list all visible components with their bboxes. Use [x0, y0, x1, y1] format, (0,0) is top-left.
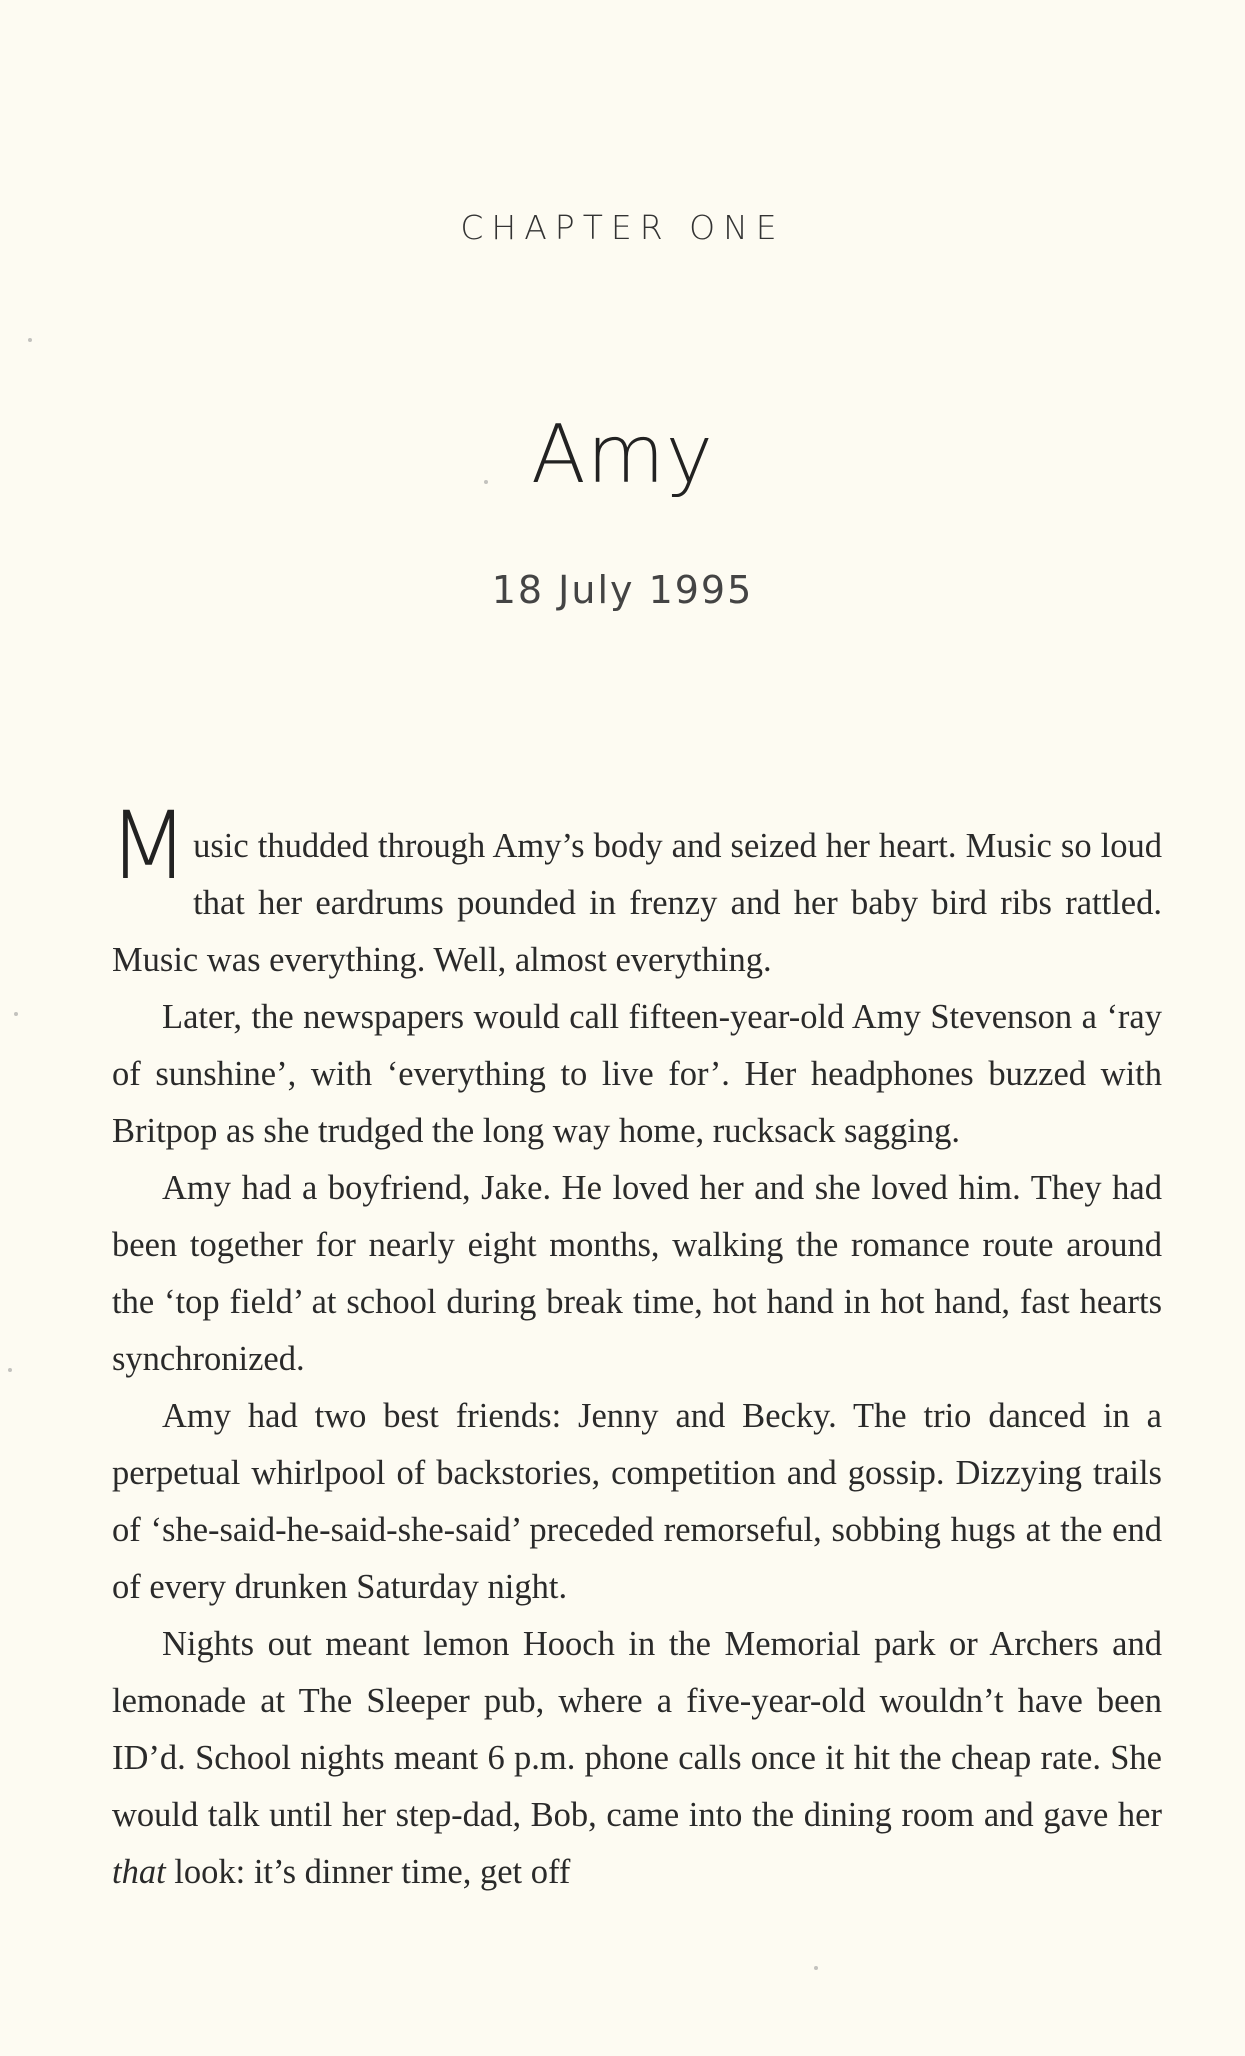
- paragraph-5-text-before: Nights out meant lemon Hooch in the Memorial park or Archers and lemonade at The Sleeper pub, where a five-year-old wouldn’t have been ID’d. School nights meant 6 p.m. phone calls once it hit the cheap rate. She would talk until her step-dad, Bob, came into the dining room and gave her: [112, 1625, 1162, 1834]
- paragraph-5-emphasis: that: [112, 1853, 166, 1891]
- body-text: [108, 792, 1162, 1901]
- paragraph-2: Later, the newspapers would call fifteen-year-old Amy Stevenson a ‘ray of sunshine’, with ‘everything to live for’. Her headphones buzzed with Britpop as she trudged the long way home, rucksack sagging.: [112, 998, 1162, 1150]
- paragraph-5-text-after: look: it’s dinner time, get off: [165, 1853, 571, 1891]
- chapter-date: 18 July 1995: [491, 568, 754, 612]
- scan-speck: [28, 338, 32, 342]
- paragraph-1-text: usic thudded through Amy’s body and seized her heart. Music so loud that her eardrums pounded in frenzy and her baby bird ribs rattled. Music was everything. Well, almost everything.: [112, 827, 1162, 979]
- paragraph-4: Amy had two best friends: Jenny and Becky. The trio danced in a perpetual whirlpool of backstories, competition and gossip. Dizzying trails of ‘she-said-he-said-she-said’ preceded remorseful, sobbing hugs at the end of every drunken Saturday night.: [112, 1397, 1162, 1606]
- paragraph-1: [108, 792, 1162, 989]
- scan-speck: [484, 480, 488, 484]
- scan-speck: [8, 1368, 12, 1372]
- paragraph-3: Amy had a boyfriend, Jake. He loved her and she loved him. They had been together for nearly eight months, walking the romance route around the ‘top field’ at school during break time, hot hand in hot hand, fast hearts synchronized.: [112, 1169, 1162, 1378]
- paragraph-5: [112, 1616, 1162, 1901]
- scan-speck: [14, 1012, 18, 1016]
- chapter-label: CHAPTER ONE: [460, 208, 785, 247]
- chapter-title: Amy: [531, 408, 714, 501]
- scan-speck: [814, 1966, 818, 1970]
- drop-cap: M: [108, 792, 190, 901]
